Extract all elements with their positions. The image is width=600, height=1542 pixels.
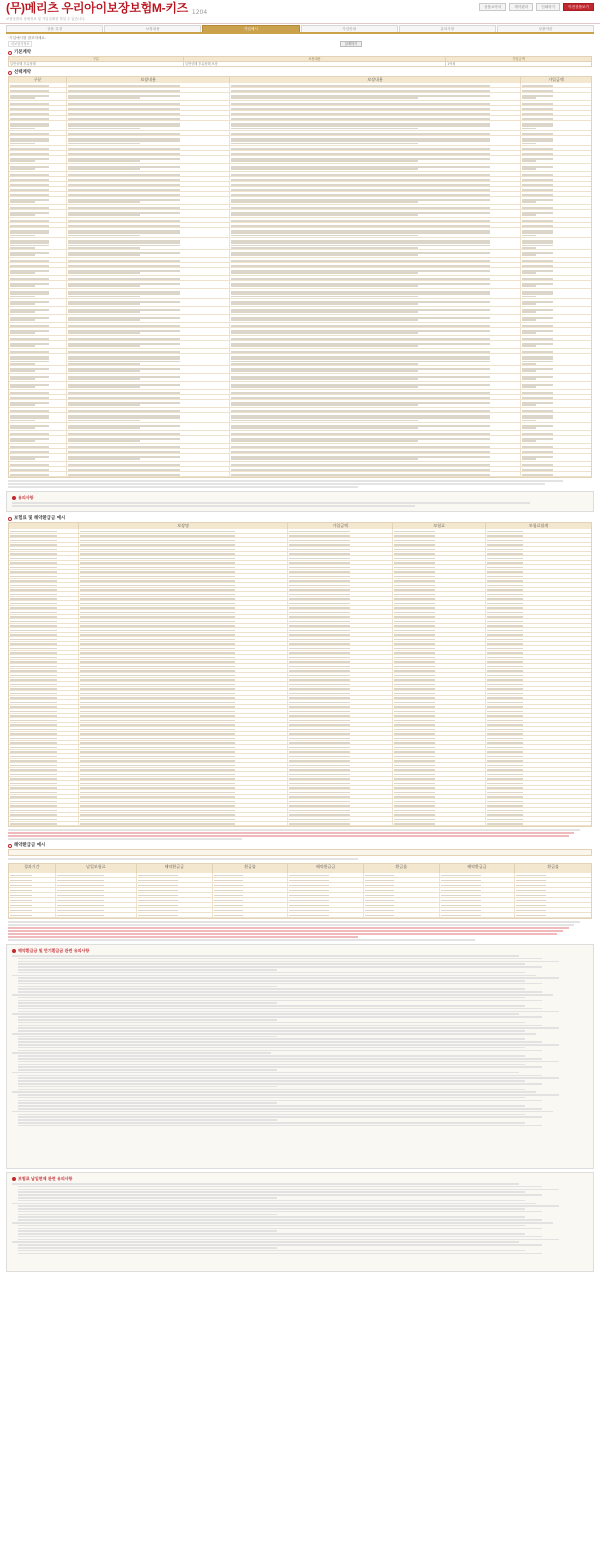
text-line [18, 986, 277, 988]
text-line [18, 1008, 542, 1010]
text-line [18, 1230, 277, 1232]
caution-title-3: 보험료 납입면제 관련 유의사항 [12, 1176, 588, 1181]
contract-button[interactable]: 계약관리 [509, 3, 533, 11]
text-line [18, 988, 525, 990]
refund-rows [9, 873, 591, 918]
premium-col-total: 보험료합계 [528, 523, 549, 529]
refund-table [8, 863, 592, 919]
text-line [18, 1061, 559, 1063]
text-line [18, 1108, 542, 1110]
tab-caution[interactable]: 유의사항 [399, 25, 496, 32]
table-row [9, 156, 591, 164]
text-line [18, 1094, 559, 1096]
text-line [18, 1019, 277, 1021]
table-row [9, 436, 591, 444]
premium-col-amount: 가입금액 [288, 523, 393, 529]
table-row [9, 299, 591, 307]
premium-section [8, 515, 592, 941]
table-row [9, 121, 591, 131]
text-line [18, 1125, 542, 1127]
text-line [18, 1044, 559, 1046]
text-line [18, 972, 525, 974]
refund-header: 경과기간 납입보험료 해약환급금 환급률 해약환급금 환급률 해약환급금 환급률 [9, 864, 591, 873]
table-row [9, 366, 591, 374]
text-line [18, 1022, 525, 1024]
special-rows [9, 83, 591, 477]
table-row [9, 472, 591, 477]
table-row [9, 197, 591, 205]
text-line [18, 1208, 525, 1210]
text-line [12, 1052, 271, 1054]
text-line [18, 1114, 525, 1116]
text-line [18, 1205, 559, 1207]
text-line [18, 1244, 542, 1246]
text-line [18, 1253, 542, 1255]
product-code: 1204 [191, 8, 208, 16]
text-line [12, 975, 536, 977]
text-line [18, 1119, 277, 1121]
caution-box-2 [6, 944, 594, 1169]
text-line [18, 1219, 542, 1221]
basic-cell: 1억원 [446, 62, 592, 67]
example-note: ·기입예시를 참조하세요. [8, 36, 47, 40]
text-line [18, 1002, 277, 1004]
text-line [12, 1033, 536, 1035]
text-line [18, 1216, 525, 1218]
tab-features[interactable]: 상품 특징 [6, 25, 103, 32]
text-line [18, 1025, 542, 1027]
text-line [12, 1072, 519, 1074]
text-line [18, 1197, 277, 1199]
tab-terms[interactable]: 상품약관 [497, 25, 594, 32]
special-contract-table [8, 76, 592, 478]
text-line [18, 983, 542, 985]
special-col-coverage: 보장내용 [230, 77, 521, 83]
table-row [9, 164, 591, 172]
text-line [18, 1089, 525, 1091]
caution-box-1 [6, 491, 594, 512]
special-col-type: 구분 [9, 77, 67, 83]
text-line [18, 1200, 525, 1202]
text-line [18, 1100, 542, 1102]
text-line [18, 977, 559, 979]
special-contract-title: 선택계약 [8, 69, 592, 76]
text-line [18, 958, 542, 960]
table-row [9, 413, 591, 423]
text-line [18, 969, 277, 971]
text-line [18, 1011, 559, 1013]
text-line [18, 1086, 277, 1088]
text-line [18, 997, 525, 999]
text-line [18, 1225, 525, 1227]
text-line [12, 955, 519, 957]
caution-3-body [12, 1183, 588, 1254]
caution-2-body [12, 955, 588, 1126]
basic-cell: 일반상해 후유장해 보장 [183, 62, 445, 67]
table-row [9, 454, 591, 462]
premium-col-premium: 보험료 [393, 523, 486, 529]
text-line [12, 1222, 553, 1224]
text-line [18, 961, 559, 963]
basic-contract-table [8, 56, 592, 67]
table-row [9, 210, 591, 218]
text-line [18, 1239, 559, 1241]
premium-rows [9, 529, 591, 826]
refund-footnotes [8, 921, 592, 941]
text-line [12, 1183, 519, 1185]
text-line [18, 1083, 542, 1085]
text-line [18, 1030, 525, 1032]
text-line [18, 1186, 542, 1188]
table-row [9, 315, 591, 323]
text-line [18, 1038, 525, 1040]
table-row [9, 238, 591, 250]
alert-icon [12, 949, 16, 953]
table-row [9, 400, 591, 408]
text-line [18, 1027, 559, 1029]
table-row [9, 228, 591, 238]
section-marker-icon [8, 517, 12, 521]
table-row [9, 913, 591, 918]
text-line [18, 1211, 542, 1213]
text-line [18, 1102, 277, 1104]
text-line [18, 1105, 525, 1107]
insured-info-label: 피보험자정보 [8, 41, 32, 47]
tab-example[interactable]: 가입예시 [202, 25, 299, 32]
table-row [9, 281, 591, 289]
caution-title-1: 유의사항 [12, 495, 588, 500]
special-footnotes [8, 480, 592, 488]
subtitle: 보험상품의 상세정보 및 가입설계를 하실 수 있습니다. [0, 17, 600, 24]
section-marker-icon [8, 844, 12, 848]
tab-coverage[interactable]: 보장내용 [104, 25, 201, 32]
alert-icon [12, 1177, 16, 1181]
basic-cell: 일반상해 후유장해 [9, 62, 184, 67]
text-line [18, 1247, 277, 1249]
prev-product-button[interactable]: 이전상품보기 [563, 3, 594, 11]
text-line [18, 1047, 525, 1049]
text-line [18, 1228, 542, 1230]
tab-guide[interactable]: 가입안내 [301, 25, 398, 32]
text-line [18, 1036, 277, 1038]
alert-icon [12, 496, 16, 500]
text-line [12, 994, 553, 996]
text-line [12, 1203, 536, 1205]
text-line [18, 1250, 525, 1252]
table-row [9, 136, 591, 146]
table-row [9, 268, 591, 276]
table-row [9, 289, 591, 299]
table-row [9, 423, 591, 431]
premium-col-name: 보장명 [79, 523, 289, 529]
table-row [9, 341, 591, 349]
print-button[interactable]: 인쇄하기 [536, 3, 560, 11]
header-buttons [479, 3, 594, 11]
section-marker-icon [8, 71, 12, 75]
table-row [9, 328, 591, 336]
text-line [18, 1058, 542, 1060]
text-line [18, 1005, 525, 1007]
caution-title-2: 해약환급금 및 만기환급금 관련 유의사항 [12, 948, 588, 953]
text-line [18, 1189, 559, 1191]
design-button[interactable]: 설계하기 [340, 41, 362, 47]
text-line [18, 1233, 525, 1235]
text-line [18, 1055, 525, 1057]
basic-contract-title: 기본계약 [8, 49, 592, 56]
special-col-name: 보장내용 [67, 77, 230, 83]
basic-col-coverage: 보장내용 [183, 57, 445, 62]
text-line [18, 1236, 542, 1238]
text-line [18, 1191, 525, 1193]
table-row [9, 93, 591, 101]
premium-footnotes [8, 829, 592, 840]
text-line [18, 1122, 525, 1124]
section-marker-icon [8, 51, 12, 55]
summary-button[interactable]: 상품요약서 [479, 3, 506, 11]
text-line [18, 1097, 525, 1099]
text-line [18, 1050, 542, 1052]
special-col-amount: 가입금액 [548, 77, 564, 83]
text-line [18, 963, 525, 965]
table-row [9, 374, 591, 382]
text-line [12, 1241, 519, 1243]
text-line [12, 1091, 536, 1093]
text-line [18, 991, 542, 993]
table-row [9, 354, 591, 366]
tab-bar [6, 25, 594, 34]
text-line [18, 1041, 542, 1043]
text-line [18, 1000, 542, 1002]
premium-title: 보험료 및 해약환급금 예시 [8, 515, 592, 522]
product-title: (무)메리츠 우리아이보장보험M-키즈 [6, 1, 188, 15]
text-line [18, 1016, 542, 1018]
text-line [18, 1066, 542, 1068]
table-row [9, 822, 591, 827]
text-line [12, 1013, 519, 1015]
text-line [18, 1116, 542, 1118]
text-line [18, 1214, 277, 1216]
table-row [9, 307, 591, 315]
text-line [18, 1194, 542, 1196]
basic-col-amount: 가입금액 [446, 57, 592, 62]
text-line [18, 1064, 525, 1066]
header [0, 0, 600, 17]
text-line [18, 1077, 559, 1079]
text-line [18, 966, 542, 968]
table-row [9, 250, 591, 258]
text-line [18, 1075, 542, 1077]
caution-box-3 [6, 1172, 594, 1272]
example-section [8, 36, 592, 488]
table-row [9, 382, 591, 390]
basic-col-type: 구분 [9, 57, 184, 62]
text-line [12, 1111, 553, 1113]
text-line [18, 1080, 525, 1082]
text-line [18, 1069, 277, 1071]
text-line [18, 980, 525, 982]
refund-summary-title: 해약환급금 예시 [8, 842, 592, 849]
